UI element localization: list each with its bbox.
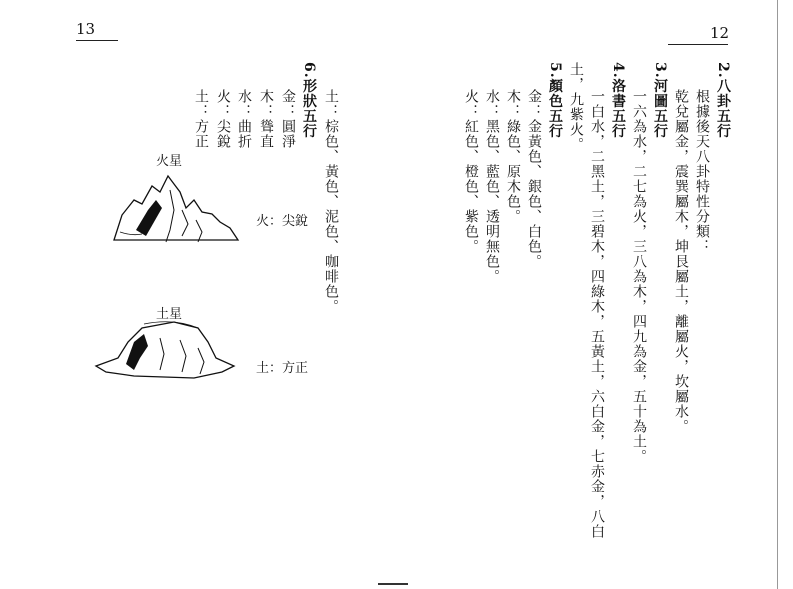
right-page-number: 12 [710,24,730,42]
luoshu-line-2: 土，九紫火。 [568,62,584,152]
color-item-wood: 木：綠色、原木色。 [505,89,521,224]
shape-item-earth: 土：方正 [193,89,209,149]
shape-item-fire: 火：尖銳 [215,89,231,149]
color-item-water: 水：黑色、藍色、透明無色。 [484,89,500,284]
scan-edge-line [777,0,778,589]
bagua-section-heading: 2.八卦五行 [715,62,731,139]
earth-star-caption: 土：方正 [256,361,309,376]
left-page-number: 13 [76,20,96,38]
shape-section-heading: 6.形狀五行 [301,62,317,139]
hetu-line: 一六為水，二七為火，三八為木，四九為金，五十為土。 [631,89,647,464]
binding-mark [378,583,408,585]
bagua-classification-line: 乾兌屬金，震巽屬木，坤艮屬土，離屬火，坎屬水。 [673,89,689,434]
earth-color-list: 土：棕色、黃色、泥色、咖啡色。 [323,89,339,314]
hetu-section-heading: 3.河圖五行 [652,62,668,139]
bagua-intro-line: 根據後天八卦特性分類： [694,89,710,254]
shape-item-water: 水：曲折 [236,89,252,149]
color-item-fire: 火：紅色、橙色、紫色。 [463,89,479,254]
right-header-rule [668,44,728,45]
earth-star-title: 土星 [156,307,183,322]
earth-mountain-illustration [94,318,236,382]
luoshu-section-heading: 4.洛書五行 [610,62,626,139]
shape-item-metal: 金：圓淨 [280,89,296,149]
left-header-rule [76,40,118,41]
color-item-metal: 金：金黃色、銀色、白色。 [526,89,542,269]
color-section-heading: 5.顏色五行 [547,62,563,139]
fire-star-caption: 火：尖銳 [256,214,309,229]
shape-item-wood: 木：聳直 [258,89,274,149]
fire-mountain-illustration [112,170,242,250]
fire-star-title: 火星 [156,154,183,169]
luoshu-line-1: 一白水，二黑土，三碧木，四綠木，五黃土，六白金，七赤金，八白 [589,89,605,539]
